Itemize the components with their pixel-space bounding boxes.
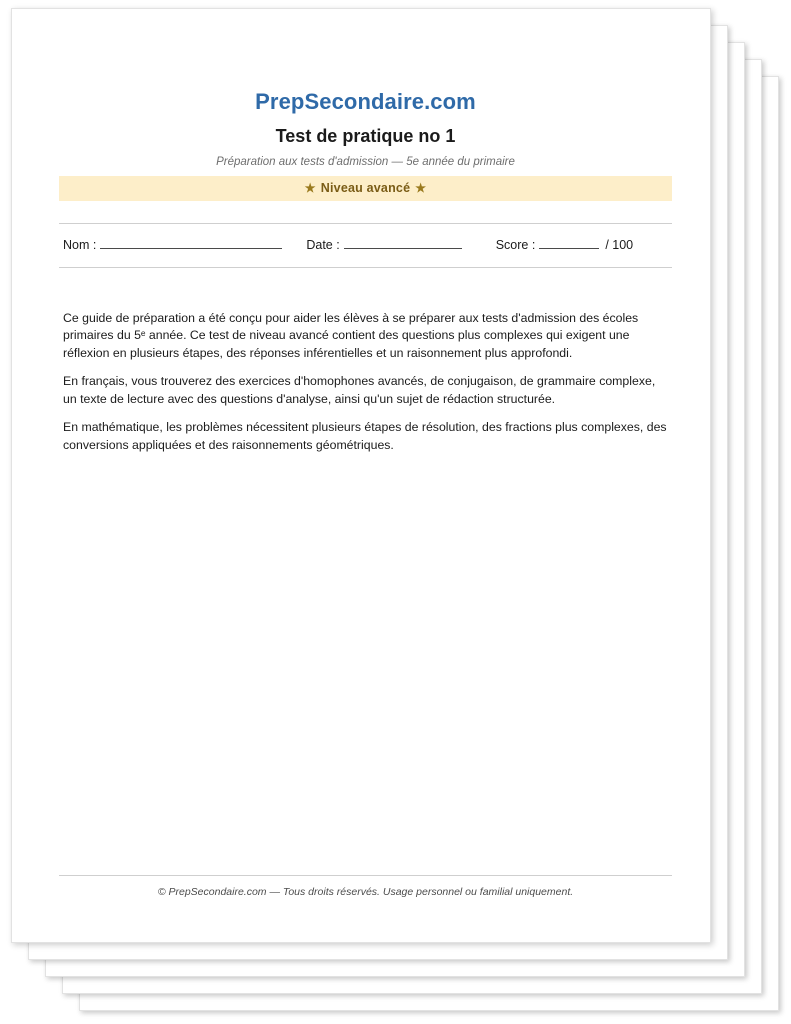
page-title: Test de pratique no 1 [275, 126, 456, 146]
name-label: Nom : [63, 238, 97, 252]
divider-below-identity [59, 267, 672, 268]
intro-paragraph: En mathématique, les problèmes nécessitent plusieurs étapes de résolution, des fractions plus complexes, des conversions appliquées et des raisonnements géométriques. [63, 420, 667, 452]
name-field[interactable] [63, 237, 282, 252]
page-content [59, 9, 672, 942]
star-icon-right: ★ [415, 181, 427, 195]
level-badge [59, 176, 672, 201]
footer-copyright: © PrepSecondaire.com — Tous droits réservés. Usage personnel ou familial uniquement. [157, 886, 574, 898]
document-header [59, 9, 672, 168]
level-badge-label: Niveau avancé [320, 181, 411, 195]
intro-section [59, 310, 672, 454]
star-icon-left: ★ [304, 181, 316, 195]
score-label: Score : [495, 238, 536, 252]
intro-paragraph: Ce guide de préparation a été conçu pour aider les élèves à se préparer aux tests d'admission des écoles primaires du 5ᵉ année. Ce test de niveau avancé contient des questions plus complexes qui exigent une réflexion en plusieurs étapes, des réponses inférentielles et un raisonnement plus approfondi. [63, 311, 639, 360]
date-label: Date : [306, 238, 340, 252]
name-input-blank[interactable] [100, 237, 282, 249]
score-input-blank[interactable] [539, 237, 599, 249]
identity-row [59, 224, 672, 252]
intro-paragraph: En français, vous trouverez des exercices d'homophones avancés, de conjugaison, de grammaire complexe, un texte de lecture avec des questions d'analyse, ainsi qu'un sujet de rédaction structurée. [63, 374, 656, 406]
score-total-label: / 100 [605, 238, 634, 252]
score-field[interactable] [496, 237, 633, 252]
document-footer [59, 875, 672, 898]
date-input-blank[interactable] [344, 237, 462, 249]
date-field[interactable] [306, 237, 461, 252]
front-page [11, 8, 711, 943]
brand-title: PrepSecondaire.com [255, 89, 476, 114]
document-subtitle: Préparation aux tests d'admission — 5e année du primaire [216, 156, 515, 168]
